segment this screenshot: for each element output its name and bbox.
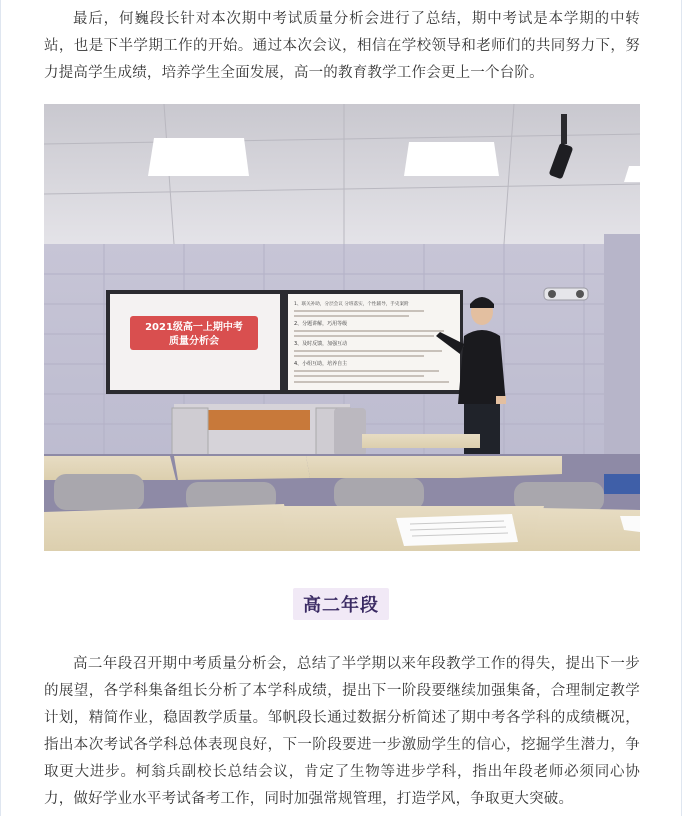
wall-column [604, 234, 640, 464]
ceiling-light-left [148, 138, 249, 176]
lectern-top [206, 410, 310, 430]
ceiling-light-right [404, 142, 499, 176]
chair-back [334, 408, 366, 456]
meeting-photo-illustration [44, 104, 640, 551]
section-heading [0, 588, 682, 620]
slide-item-1: 2、分题讲解，巧用等级 [294, 321, 348, 327]
banner-title-line2: 质量分析会 [169, 336, 219, 347]
meeting-photo [44, 104, 640, 551]
slide-header: 1、联关补助，分层会议 分班落实，个性辅导，手史案附 [294, 302, 409, 307]
blue-bin [604, 474, 640, 494]
lectern-side-left [172, 408, 208, 460]
desk-front-c [532, 508, 640, 551]
desk-front-a [44, 504, 294, 551]
desk-row1-b [174, 456, 310, 480]
front-desk [362, 434, 480, 448]
camera-mount [561, 114, 567, 144]
slide-item-3: 4、小组互助，培养自主 [294, 361, 348, 367]
chair-3 [334, 478, 424, 510]
banner-title-line1: 2021级高一上期中考 [145, 322, 243, 333]
chair-1 [54, 474, 144, 510]
paragraph-grade-two-summary: 高二年段召开期中考质量分析会，总结了半学期以来年段教学工作的得失，提出下一步的展望，各学科集备组长分析了本学科成绩，提出下一阶段要继续加强集备，合理制定教学计划，精简作业，稳固教学质量。邹帆段长通过数据分析简述了期中考各学科的成绩概况，指出本次考试各学科总体表现良好，下一阶段要进一步激励学生的信心，挖掘学生潜力，争取更大进步。柯翁兵副校长总结会议，肯定了生物等进步学科，指出年段老师必须同心协力，做好学业水平考试备考工作，同时加强常规管理，打造学风，争取更大突破。 [44, 656, 640, 807]
desk-row1-c [306, 456, 458, 478]
slide-item-2: 3、及时反馈，加强互动 [294, 341, 348, 347]
paragraph-closing-summary: 最后，何巍段长针对本次期中考试质量分析会进行了总结，期中考试是本学期的中转站，也是下半学期工作的开始。通过本次会议，相信在学校领导和老师们的共同努力下，努力提高学生成绩，培养学生全面发展，高一的教育教学工作会更上一个台阶。 [44, 11, 640, 81]
section-title-grade-two: 高二年段 [293, 588, 389, 620]
